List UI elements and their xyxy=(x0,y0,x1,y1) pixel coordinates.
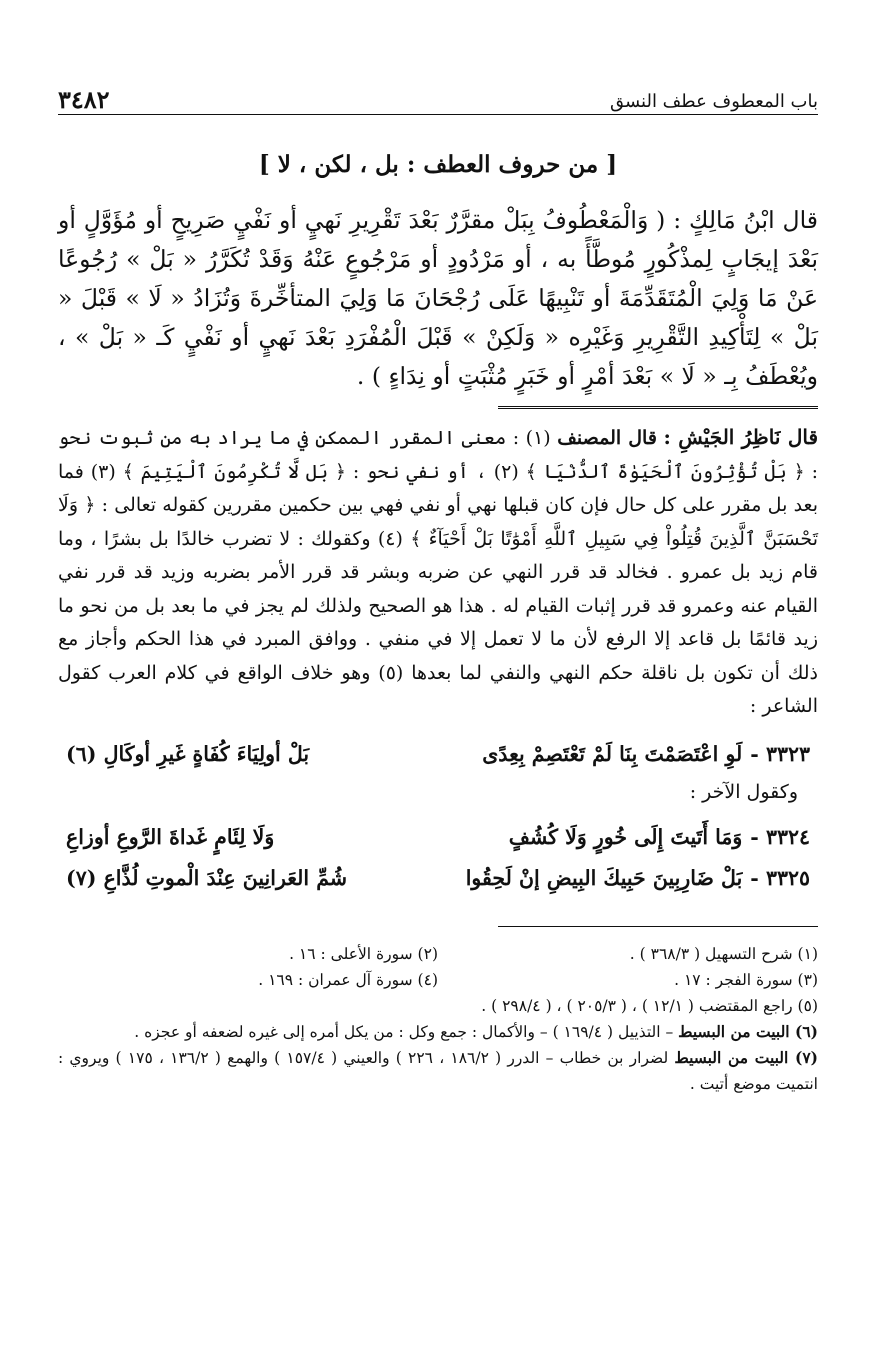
footnote-7: (٧) البيت من البسيط لضرار بن خطاب – الدرر ( ١٨٦/٢ ، ٢٢٦ ) والعيني ( ١٥٧/٤ ) والهمع ( ١٣٦/٢ ، ١٧٥ ) ويروي : انتميت موضع أتيت . xyxy=(58,1047,818,1093)
verse-3325 xyxy=(58,858,818,898)
sharh-para-5: وهو خلاف الواقع في كلام العرب كقول الشاعر : xyxy=(58,661,818,717)
verse-intro: وكقول الآخر : xyxy=(689,780,798,803)
footnote-6: (٦) البيت من البسيط – التذييل ( ١٦٩/٤ ) – والأكمال : جمع وكل : من يكل أمره إلى غيره لضعفه أو عجزه . xyxy=(134,1021,818,1041)
verse-3323 xyxy=(58,732,818,776)
footnote-ref-6[interactable]: (٦) xyxy=(66,741,97,766)
page-number: ٣٤٨٢ xyxy=(58,85,110,114)
footnote-2: (٢) سورة الأعلى : ١٦ . xyxy=(289,944,438,963)
verse-second-hemistich: شُمِّ العَرانِينَ عِنْدَ الْموتِ لُذَّاعِ (٧) xyxy=(66,865,348,890)
verse-second-hemistich: بَلْ أولِيَاءَ كُفَاةٍ غَيرِ أوكَالِ (٦) xyxy=(66,741,310,766)
footnote-5: (٥) راجع المقتضب ( ١٢/١ ) ، ( ٢٠٥/٣ ) ، ( ٢٩٨/٤ ) . xyxy=(481,996,818,1015)
quran-quote-3: ﴿ وَلَا تَحْسَبَنَّ ٱلَّذِينَ قُتِلُواْ فِي سَبِيلِ ٱللَّهِ أَمْوَٰتًا بَلْ أَحْيَآءٌ ﴾ xyxy=(58,494,818,550)
footnote-ref-5[interactable]: (٥) xyxy=(378,661,404,684)
footnotes-divider xyxy=(498,926,818,927)
footnote-row xyxy=(58,967,818,993)
footnote-ref-3[interactable]: (٣) xyxy=(90,460,116,483)
section-title: [ من حروف العطف : بل ، لكن ، لا ] xyxy=(258,151,618,178)
matn-text: قال ابْنُ مَالِكٍ : ( وَالْمَعْطُوفُ بِبَلْ مقرَّرٌ بَعْدَ تَقْرِيرِ نَهيٍ أو نَفْيٍ صَرِيحٍ أو مُؤَوَّلٍ أو بَعْدَ إيجَابٍ لِمذْكُورٍ مُوطَّأً به ، أو مَرْدُودٍ أو مَرْجُوعٍ عَنْهُ وَقَدْ تُكَرَّرُ « بَلْ » رُجُوعًا عَنْ مَا وَلِيَ الْمُتَقَدِّمَةَ أو تَنْبِيهًا عَلَى رُجْحَانَ مَا وَلِيَ المتأخِّرةَ وَتُزَادُ « لَا » قَبْلَ « بَلْ » لِتَأْكِيدِ التَّقْرِيرِ وَغَيْرِه « وَلَكِنْ » قَبْلَ الْمُفْرَدِ بَعْدَ نَهيٍ أو نَفْيٍ كَـ « بَلْ » ، ويُعْطَفُ بِـ « لَا » بَعْدَ أمْرٍ أو خَبَرٍ مُثْبَتٍ أو نِدَاءٍ ) . xyxy=(58,206,818,390)
footnote-3: (٣) سورة الفجر : ١٧ . xyxy=(674,970,818,989)
sharh-para-4: وكقولك : لا تضرب خالدًا بل بشرًا ، وما قام زيد بل عمرو . فخالد قد قرر النهي عن ضربه وبشر قد قرر الأمر بضربه وزيد قد قرر نفي القيام عنه وعمرو قد قرر إثبات القيام له . هذا هو الصحيح ولذلك لم يجز في ما بعد بل من نحو ما زيد قائمًا بل قاعد إلا الرفع لأن ما لا تعمل إلا في منفي . ووافق المبرد في هذا الحكم وأجاز مع ذلك أن تكون بل ناقلة حكم النهي والنفي لما بعدها xyxy=(58,527,819,684)
matn-divider xyxy=(498,406,818,409)
footnote-ref-2[interactable]: (٢) xyxy=(493,460,519,483)
footnotes xyxy=(58,941,818,1097)
footnote-ref-1[interactable]: (١) xyxy=(525,427,551,449)
verse-first-hemistich: ٣٣٢٣ -لَوِ اعْتَصَمْتَ بِنَا لَمْ تَعْتَصِمْ بِعِدًى xyxy=(482,741,810,766)
verse-number: ٣٣٢٥ - xyxy=(750,865,810,890)
verse-number: ٣٣٢٤ - xyxy=(750,824,810,849)
verse-number: ٣٣٢٣ - xyxy=(750,741,810,766)
footnote-ref-4[interactable]: (٤) xyxy=(377,527,403,550)
running-title: باب المعطوف عطف النسق xyxy=(609,91,818,112)
footnote-1: (١) شرح التسهيل ( ٣٦٨/٣ ) . xyxy=(629,944,818,963)
sharh-para-1: : معنى المقرر الممكن في ما يراد به من ثبوت نحو : xyxy=(58,427,818,483)
musannif-label: قال المصنف xyxy=(557,427,657,449)
sharh-speaker: قال نَاظِرُ الجَيْشِ : xyxy=(663,425,819,449)
verse-second-hemistich: وَلَا لِئَامٍ غَداةَ الرَّوعِ أوزاعِ xyxy=(66,824,275,849)
footnote-ref-7[interactable]: (٧) xyxy=(66,865,97,890)
sharh-para-3: فما بعد بل مقرر على كل حال فإن كان قبلها نهي أو نفي فهي بين حكمين مقررين كقوله تعالى : xyxy=(58,460,818,516)
footnote-4: (٤) سورة آل عمران : ١٦٩ . xyxy=(258,970,438,989)
sharh-para-2: ، أو نفي نحو : xyxy=(352,460,487,483)
quran-quote-2: ﴿ بَل لَّا تُكْرِمُونَ ٱلْيَتِيمَ ﴾ xyxy=(122,460,347,483)
verse-3324 xyxy=(58,816,818,858)
verse-first-hemistich: ٣٣٢٤ -وَمَا أَتَيتَ إِلَى خُورٍ وَلَا كُشُفٍ xyxy=(508,824,810,849)
verse-first-hemistich: ٣٣٢٥ -بَلْ ضَارِبِينَ حَبِيكَ البِيضِ إنْ لَحِقُوا xyxy=(465,865,810,890)
sharh-text xyxy=(58,421,818,724)
footnote-row xyxy=(58,941,818,967)
book-page xyxy=(58,78,818,1097)
running-header xyxy=(58,78,818,115)
quran-quote-1: ﴿ بَلْ تُؤْثِرُونَ ٱلْحَيَوٰةَ ٱلدُّنْيَا ﴾ xyxy=(525,460,805,483)
